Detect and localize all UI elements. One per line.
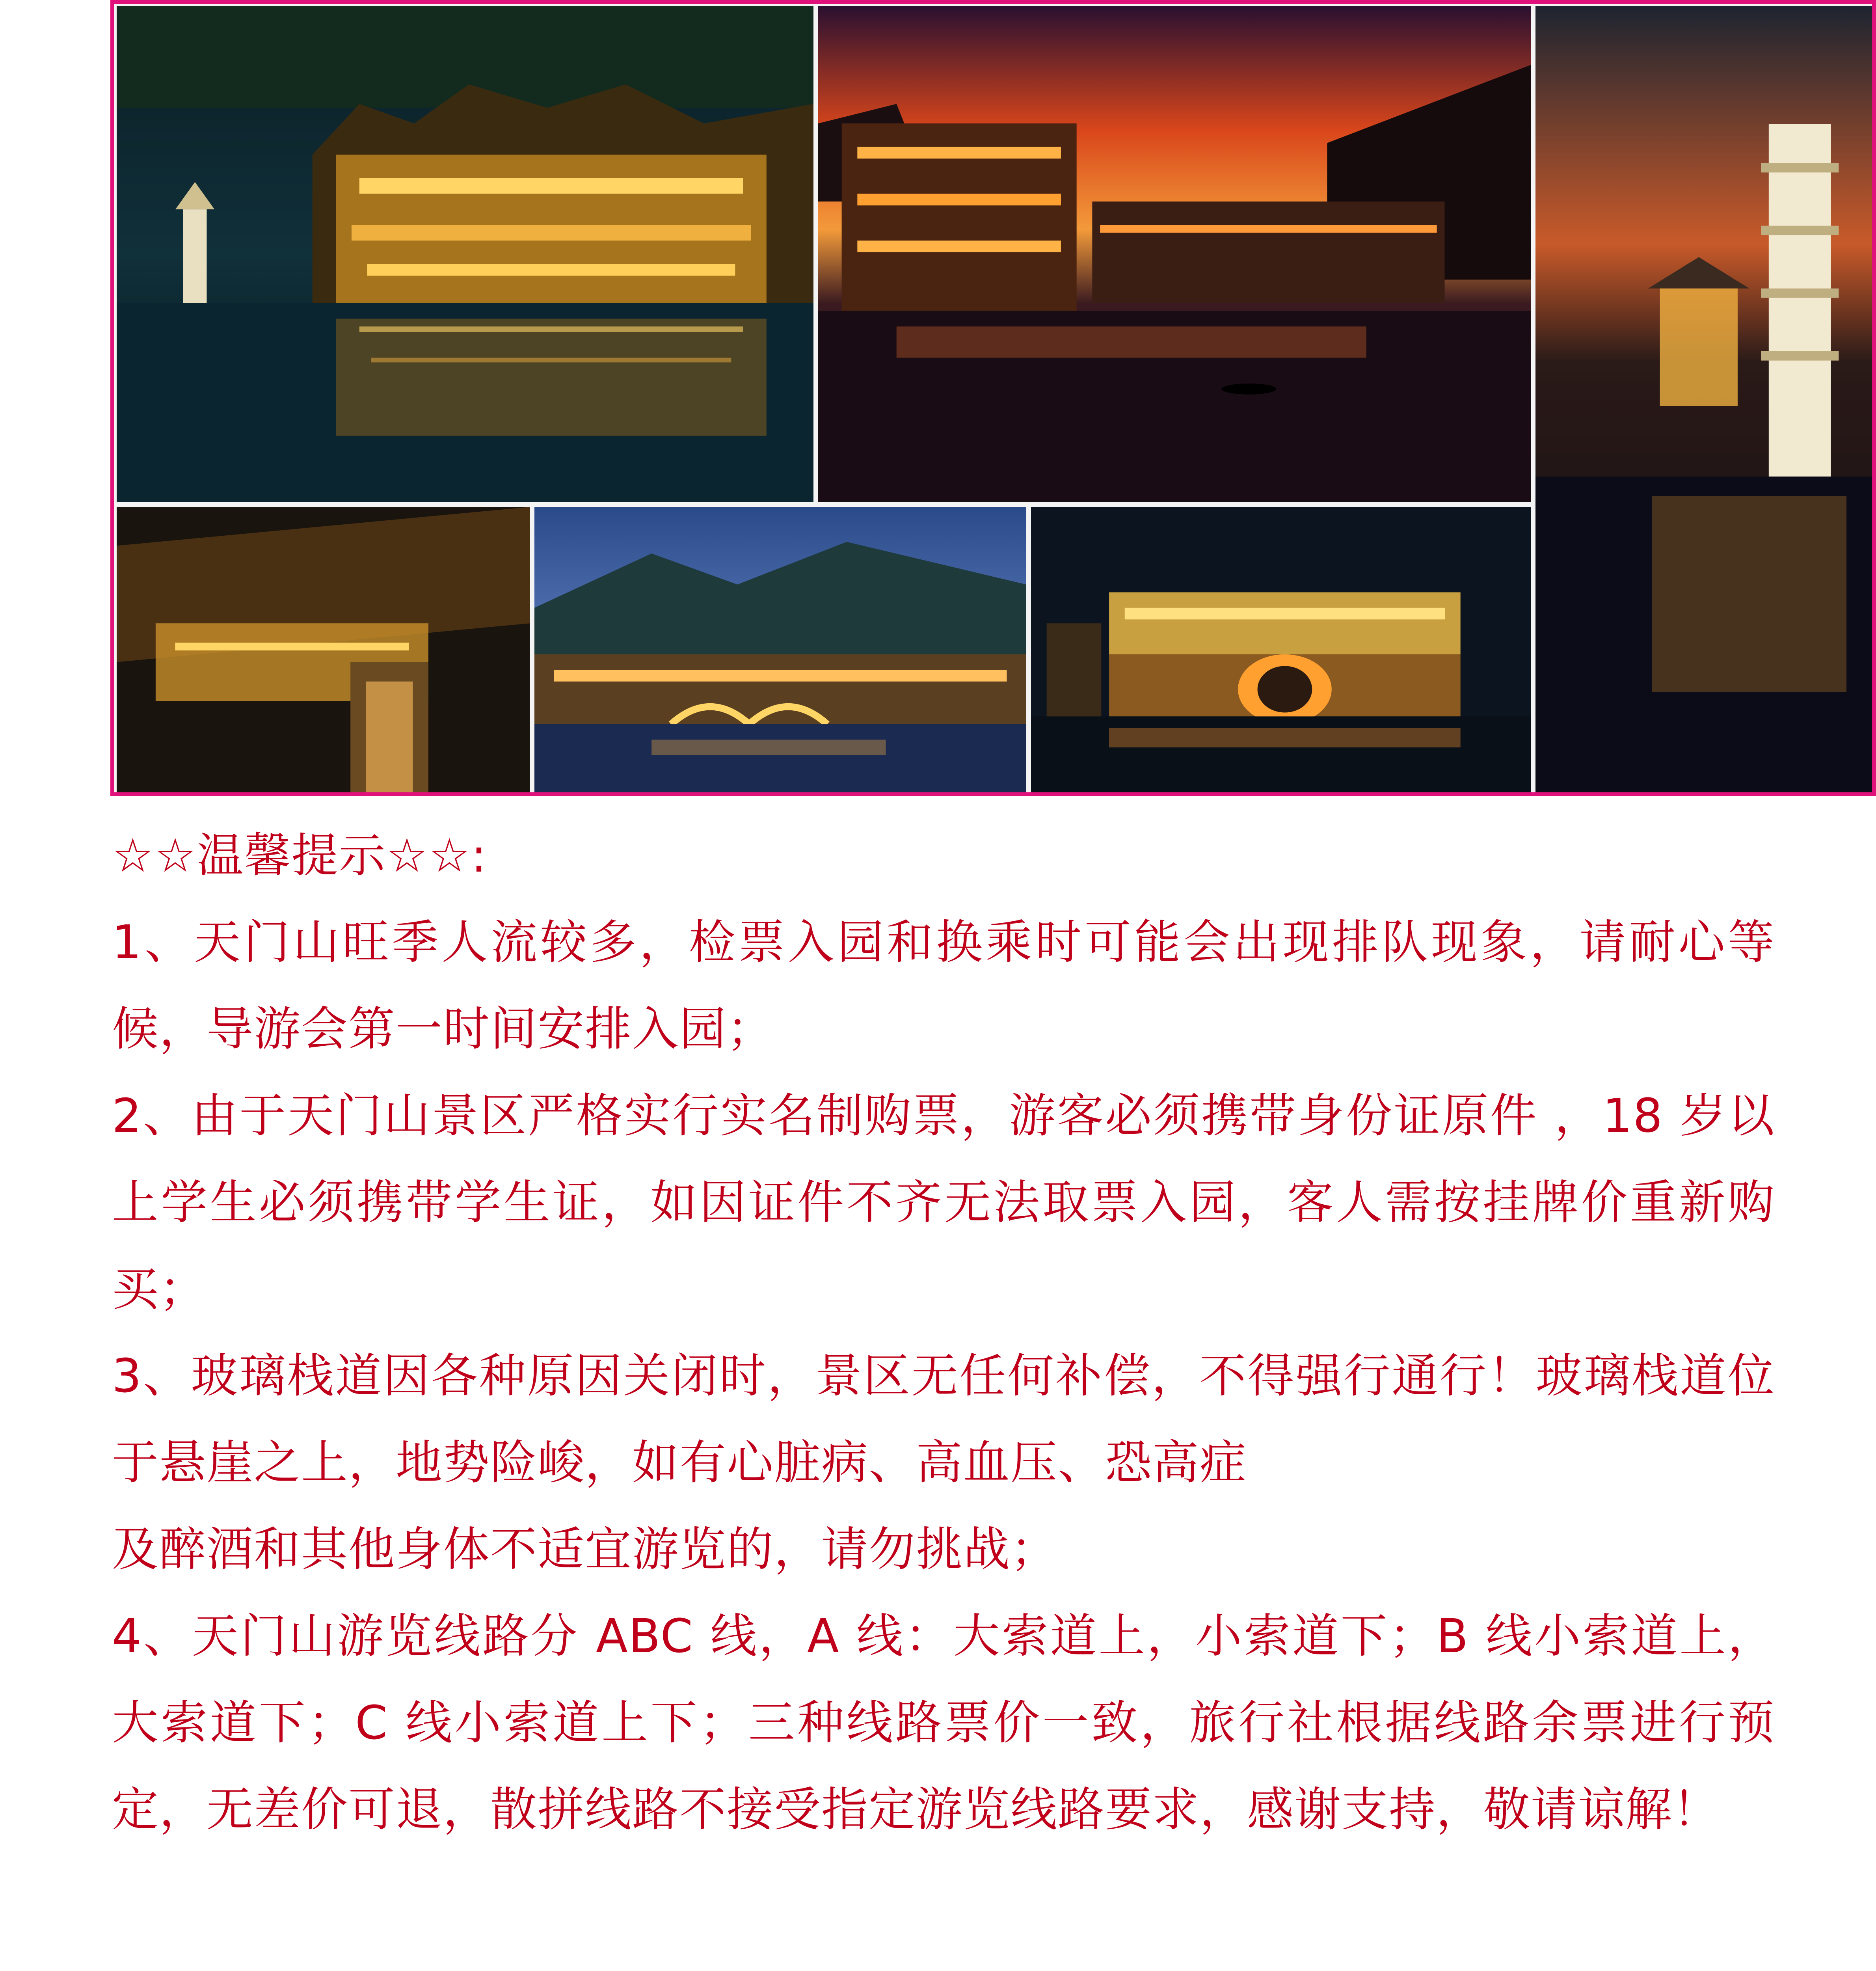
street-aerial-photo	[114, 505, 532, 796]
tip-item: 及醉酒和其他身体不适宜游览的，请勿挑战；	[112, 1522, 1058, 1576]
tips-heading: ☆☆温馨提示☆☆:	[112, 828, 488, 883]
arched-bridge-photo	[1029, 505, 1533, 796]
tip-item: 2、由于天门山景区严格实行实名制购票，游客必须携带身份证原件 ，18 岁以上学生必须携带学生证，如因证件不齐无法取票入园，客人需按挂牌价重新购买；	[112, 1088, 1775, 1316]
night-town-photo	[114, 4, 816, 505]
tip-item: 3、玻璃栈道因各种原因关闭时，景区无任何补偿，不得强行通行！玻璃栈道位于悬崖之上，地势险峻，如有心脏病、高血压、恐高症	[112, 1349, 1775, 1490]
blue-hour-bridge-photo	[532, 505, 1029, 796]
tip-item: 1、天门山旺季人流较多，检票入园和换乘时可能会出现排队现象，请耐心等候，导游会第一时间安排入园；	[112, 915, 1775, 1056]
tip-item: 4、天门山游览线路分 ABC 线，A 线：大索道上，小索道下；B 线小索道上，大索道下；C 线小索道上下；三种线路票价一致，旅行社根据线路余票进行预定，无差价可退，散拼线路不接受指定游览线路要求，感谢支持，敬请谅解！	[112, 1609, 1775, 1837]
pagoda-photo	[1533, 4, 1876, 796]
sunset-town-photo	[816, 4, 1533, 505]
photo-collage	[110, 0, 1876, 796]
